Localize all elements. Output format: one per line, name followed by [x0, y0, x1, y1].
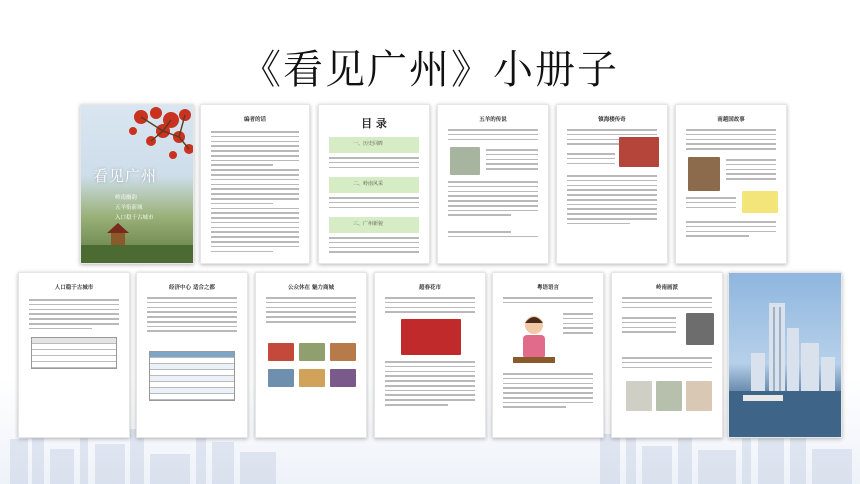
- museum-photo: [688, 157, 720, 191]
- toc-section-3: 三、广州新貌: [329, 217, 419, 233]
- cover-subtitle-2: 五羊衔新城: [115, 205, 143, 211]
- page-title: 经济中心 适合之都: [169, 285, 215, 291]
- flower-market-photo: [401, 319, 461, 355]
- cover-title: 看见广州: [93, 167, 158, 185]
- toc-section-2: 二、岭南风采: [329, 177, 419, 193]
- page-cantonese: [492, 272, 604, 438]
- note-box: [742, 191, 778, 213]
- back-cover: [728, 272, 842, 438]
- tower-photo: [619, 137, 659, 167]
- page-title: 五羊的传说: [479, 117, 507, 123]
- slide-title: 《看见广州》小册子: [241, 47, 619, 93]
- painting-1: [626, 381, 652, 411]
- page-title: 公众休在 魅力商城: [288, 285, 334, 291]
- page-title: 粤语语言: [536, 285, 559, 291]
- statue-photo: [450, 147, 480, 175]
- painting-2: [656, 381, 682, 411]
- page-zhenhai-tower: [556, 104, 668, 264]
- cover-subtitle-1: 岭南幽韵: [115, 195, 138, 201]
- page-title: 岭南画派: [655, 285, 678, 291]
- page-title: 超春花市: [418, 285, 441, 291]
- city-skyline-image: [729, 273, 842, 438]
- toc-section-1: 一、历史回眸: [329, 137, 419, 153]
- cover-page: [80, 104, 194, 264]
- painting-3: [686, 381, 712, 411]
- economy-table: [149, 351, 235, 401]
- page-flower-market: [374, 272, 486, 438]
- portrait-photo: [686, 313, 714, 345]
- page-editor-note: [200, 104, 310, 264]
- page-nanyue: [675, 104, 787, 264]
- page-five-goats: [437, 104, 549, 264]
- page-lingnan-painting: [611, 272, 723, 438]
- page-title: 编者的话: [243, 117, 266, 123]
- cover-subtitle-3: 入口稳于古城市: [115, 215, 154, 221]
- page-title: 人口稳于古城市: [54, 285, 94, 291]
- toc-title: 目 录: [361, 117, 387, 130]
- population-table: [31, 337, 117, 369]
- page-title: 镇海楼传奇: [598, 117, 626, 123]
- page-title: 南越国故事: [717, 117, 745, 123]
- page-economy: [136, 272, 248, 438]
- page-population: [18, 272, 130, 438]
- teacher-illustration: [509, 311, 559, 367]
- page-toc: [318, 104, 430, 264]
- page-shopping: [255, 272, 367, 438]
